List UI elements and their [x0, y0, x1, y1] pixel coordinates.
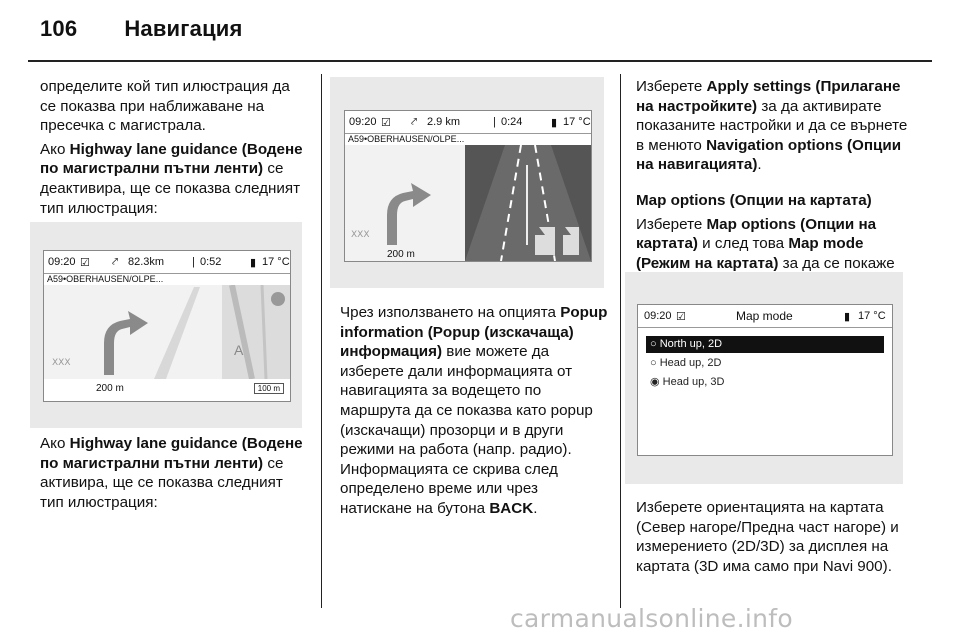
route-icon: ☑: [381, 117, 391, 129]
watermark: carmanualsonline.info: [510, 604, 793, 633]
separator: |: [192, 256, 195, 268]
clock: 09:20: [349, 116, 377, 128]
paragraph: Изберете ориентацията на картата (Север нагоре/Предна част нагоре) и измерението (2D/3D) за дисплея на картата (3D има само при Navi 900).: [636, 499, 899, 575]
column-2-text: [340, 303, 608, 523]
paragraph: Ако Highway lane guidance (Водене по магистрални пътни ленти) се активира, ще се показва следният тип илюстрация:: [40, 435, 303, 511]
waypoint-marker: A: [234, 342, 244, 358]
distance: 2.9 km: [427, 116, 461, 128]
turn-arrow-icon: [345, 145, 465, 261]
section-heading: Map options (Опции на картата): [636, 191, 872, 209]
map-mode-screen: [637, 304, 893, 456]
column-3-top: [636, 77, 908, 297]
menu-item-head-up-2d[interactable]: ○ Head up, 2D: [650, 357, 722, 369]
distance: 82.3km: [128, 256, 165, 268]
svg-text:XXX: XXX: [351, 230, 370, 240]
distance-to-turn: 200 m: [387, 249, 415, 260]
paragraph: Ако Highway lane guidance (Водене по магистрални пътни ленти) се деактивира, ще се показва следният тип илюстрация:: [40, 140, 303, 217]
nav-screen: [43, 250, 291, 402]
menu-item-head-up-3d[interactable]: ◉ Head up, 3D: [650, 376, 725, 388]
separator: |: [493, 116, 496, 128]
column-1-top: [40, 77, 308, 222]
map-roads-icon: [222, 285, 290, 379]
address-label: A59•OBERHAUSEN/OLPE...: [348, 134, 465, 144]
page-title: Навигация: [124, 16, 243, 41]
column-divider-2: [620, 74, 621, 608]
guidance-panel: [44, 285, 222, 379]
menu-title: Map mode: [736, 309, 793, 323]
status-bar: [44, 251, 290, 274]
nav-screen: [344, 110, 592, 262]
screen-footer: [44, 379, 290, 401]
column-3-bottom: [636, 498, 908, 580]
svg-text:XXX: XXX: [52, 358, 71, 368]
figure-map-mode-menu: [625, 272, 903, 484]
turn-arrow-icon: [44, 285, 222, 379]
paragraph: определите кой тип илюстрация да се показва при наближаване на пресечка с магистрала.: [40, 78, 290, 135]
page-header: [40, 16, 243, 42]
map-panel: [222, 285, 290, 379]
clock: 09:20: [48, 256, 76, 268]
thermometer-icon: ▮: [844, 311, 851, 323]
figure-nav-screen-2: [330, 77, 604, 288]
column-1-bottom: [40, 434, 308, 516]
guidance-panel: [345, 145, 465, 261]
turn-icon: ⤤: [112, 256, 119, 268]
paragraph: Изберете Map options (Опции на картата) и след това Map mode (Режим на картата) за да се покаже: [636, 215, 895, 272]
route-icon: ☑: [676, 311, 686, 323]
distance-to-turn: 200 m: [96, 383, 124, 394]
eta: 0:52: [200, 256, 222, 268]
header-rule: [28, 60, 932, 62]
eta: 0:24: [501, 116, 523, 128]
temperature: 17 °C: [563, 116, 591, 128]
turn-icon: ⤤: [411, 116, 418, 128]
menu-item-north-up-2d[interactable]: ○ North up, 2D: [646, 336, 884, 353]
status-bar: [638, 305, 892, 328]
clock: 09:20: [644, 310, 672, 322]
paragraph: Чрез използването на опцията Popup information (Popup (изскачаща) информация) вие можете да изберете дали информацията от навигацията за водещето по маршрута да се показва като popup (изскачащи) прозорци и в други режими на работа (напр. радио). Информацията се скрива след определено време или чрез натискане на бутона BACK.: [340, 304, 608, 517]
temperature: 17 °C: [858, 310, 886, 322]
paragraph: Изберете Apply settings (Прилагане на настройките) за да активирате показаните настройки и да се върнете в менюто Navigation options (Опции на навигацията).: [636, 78, 908, 174]
figure-nav-screen-1: [30, 222, 302, 428]
lane-view: [465, 145, 591, 261]
lane-arrows-icon: [465, 145, 591, 261]
status-bar: [345, 111, 591, 134]
thermometer-icon: ▮: [551, 117, 558, 129]
address-label: A59•OBERHAUSEN/OLPE...: [47, 274, 164, 284]
column-divider-1: [321, 74, 322, 608]
route-icon: ☑: [80, 257, 90, 269]
page-number: 106: [40, 16, 78, 41]
thermometer-icon: ▮: [250, 257, 257, 269]
map-scale: 100 m: [254, 383, 284, 394]
temperature: 17 °C: [262, 256, 290, 268]
